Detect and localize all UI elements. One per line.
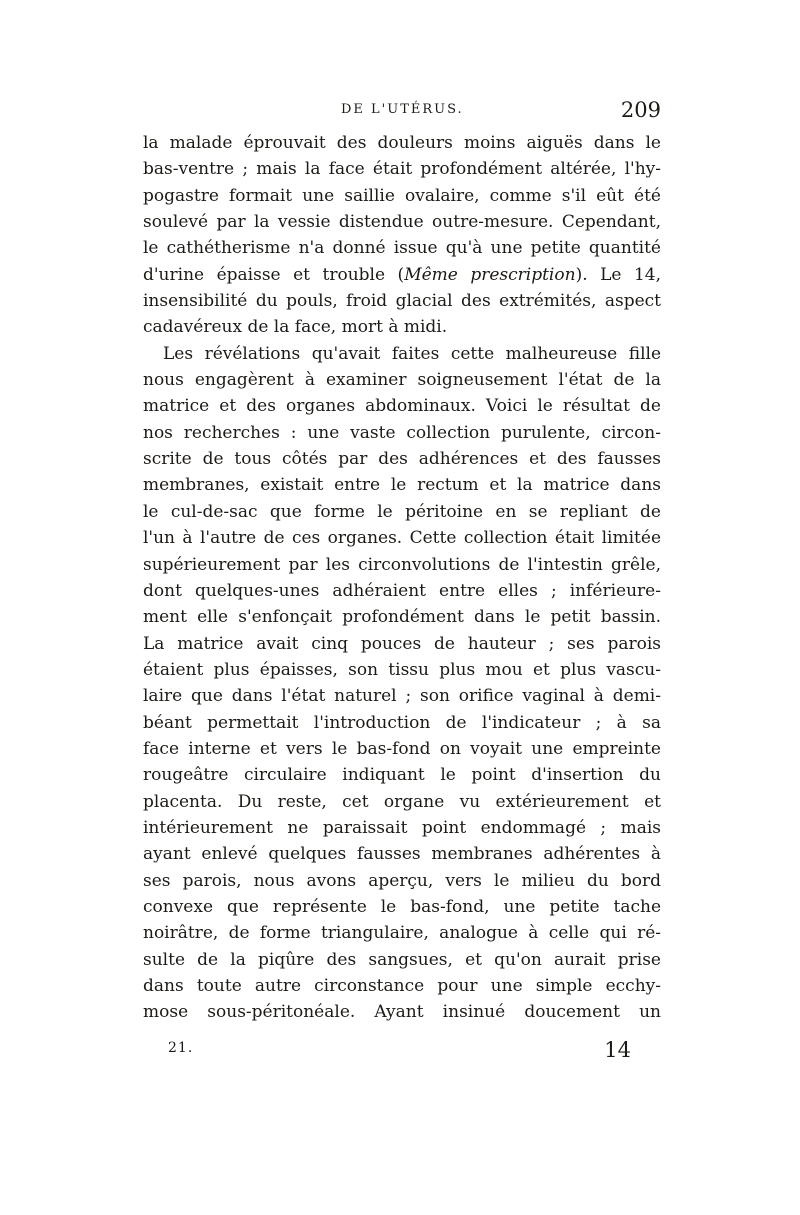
text-line: bas-ventre ; mais la face était profondément altérée, l'hy-	[143, 159, 661, 180]
text-line: ses parois, nous avons aperçu, vers le milieu du bord	[143, 870, 661, 891]
signature-mark: 21.	[168, 1040, 194, 1056]
text-line: dont quelques-unes adhéraient entre elles ; inférieure-	[143, 580, 661, 601]
text-line: sulte de la piqûre des sangsues, et qu'on aurait prise	[143, 949, 661, 970]
page-footer	[143, 1038, 661, 1070]
text-line: supérieurement par les circonvolutions de l'intestin grêle,	[143, 554, 661, 575]
text-line: noirâtre, de forme triangulaire, analogue à celle qui ré-	[143, 923, 661, 944]
text-line: matrice et des organes abdominaux. Voici le résultat de	[143, 396, 661, 417]
text-line: scrite de tous côtés par des adhérences et des fausses	[143, 449, 661, 470]
text-line: pogastre formait une saillie ovalaire, comme s'il eût été	[143, 185, 661, 206]
running-head: DE L'UTÉRUS.	[341, 102, 464, 117]
text-line: placenta. Du reste, cet organe vu extérieurement et	[143, 791, 661, 812]
text-line: ayant enlevé quelques fausses membranes adhérentes à	[143, 844, 661, 865]
page-number: 209	[620, 98, 661, 122]
text-line: dans toute autre circonstance pour une simple ecchy-	[143, 976, 661, 996]
text-line	[143, 262, 661, 288]
page-header	[143, 98, 661, 128]
text-line: intérieurement ne paraissait point endommagé ; mais	[143, 817, 661, 838]
text-line: le cathétherisme n'a donné issue qu'à une petite quantité	[143, 238, 661, 259]
text-line: cadavéreux de la face, mort à midi.	[143, 317, 448, 338]
text-line: l'un à l'autre de ces organes. Cette collection était limitée	[143, 528, 661, 549]
text-line: la malade éprouvait des douleurs moins aiguës dans le	[143, 133, 661, 153]
text-line: mose sous-péritonéale. Ayant insinué doucement un	[143, 1002, 661, 1023]
text-line: laire que dans l'état naturel ; son orifice vaginal à demi-	[143, 686, 661, 707]
text-line: nous engagèrent à examiner soigneusement l'état de la	[143, 370, 661, 391]
text-line: rougeâtre circulaire indiquant le point d'insertion du	[143, 765, 661, 786]
text-line: convexe que représente le bas-fond, une petite tache	[143, 896, 661, 917]
text-line: membranes, existait entre le rectum et la matrice dans	[143, 475, 661, 496]
text-line: soulevé par la vessie distendue outre-mesure. Cependant,	[143, 212, 661, 233]
text-segment: ). Le 14,	[575, 264, 661, 285]
text-line: insensibilité du pouls, froid glacial des extrémités, aspect	[143, 291, 661, 312]
text-line: étaient plus épaisses, son tissu plus mou et plus vascu-	[143, 659, 661, 680]
text-line: béant permettait l'introduction de l'indicateur ; à sa	[143, 712, 661, 733]
text-segment: d'urine épaisse et trouble (	[143, 264, 405, 285]
text-line: nos recherches : une vaste collection purulente, circon-	[143, 422, 661, 443]
italic-prescription: Même prescription	[404, 264, 576, 285]
text-line: le cul-de-sac que forme le péritoine en se repliant de	[143, 501, 661, 522]
text-line: ment elle s'enfonçait profondément dans le petit bassin.	[143, 607, 661, 628]
catchword: 14	[604, 1038, 631, 1062]
body-text	[143, 130, 661, 1026]
text-line: face interne et vers le bas-fond on voyait une empreinte	[143, 738, 661, 759]
paragraph-first-line: Les révélations qu'avait faites cette malheureuse fille	[163, 343, 661, 364]
text-line: La matrice avait cinq pouces de hauteur ; ses parois	[143, 633, 661, 654]
